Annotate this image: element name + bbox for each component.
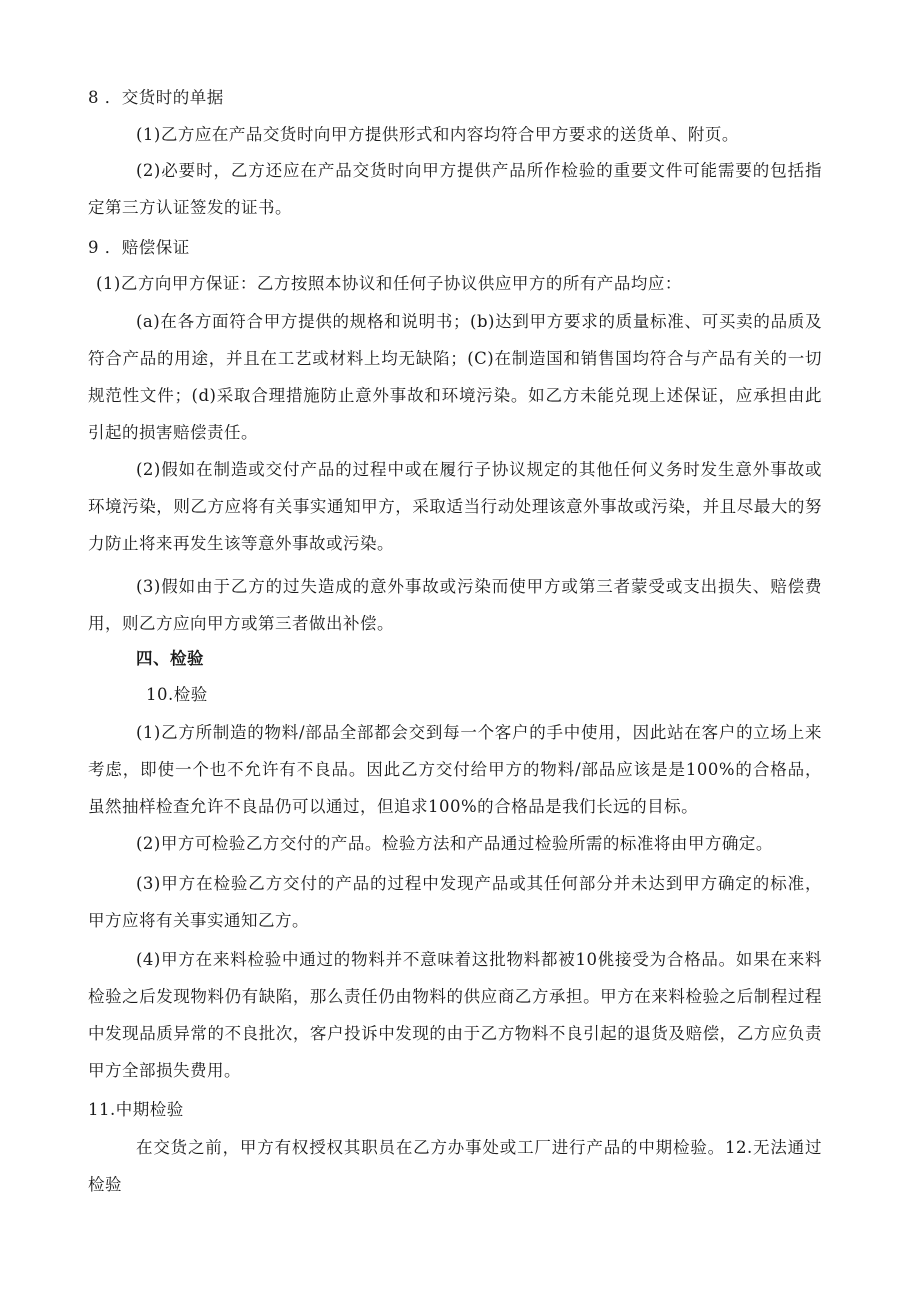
section-8-paragraph-1: (1)乙方应在产品交货时向甲方提供形式和内容均符合甲方要求的送货单、附页。 bbox=[136, 125, 739, 144]
section-10-paragraph-3: (3)甲方在检验乙方交付的产品的过程中发现产品或其任何部分并未达到甲方确定的标准，甲方应将有关事实通知乙方。 bbox=[88, 874, 822, 930]
section-8-heading: 8 ．交货时的单据 bbox=[88, 88, 224, 107]
section-10-paragraph-2: (2)甲方可检验乙方交付的产品。检验方法和产品通过检验所需的标准将由甲方确定。 bbox=[136, 834, 773, 853]
section-9-paragraph-2: (a)在各方面符合甲方提供的规格和说明书；(b)达到甲方要求的质量标准、可买卖的品质及符合产品的用途，并且在工艺或材料上均无缺陷；(C)在制造国和销售国均符合与产品有关的一切规范性文件；(d)采取合理措施防止意外事故和环境污染。如乙方未能兑现上述保证，应承担由此引起的损害赔偿责任。 bbox=[88, 312, 822, 442]
section-10-paragraph-4: (4)甲方在来料检验中通过的物料并不意味着这批物料都被10佻接受为合格品。如果在来料检验之后发现物料仍有缺陷，那么责任仍由物料的供应商乙方承担。甲方在来料检验之后制程过程中发现品质异常的不良批次，客户投诉中发现的由于乙方物料不良引起的退货及赔偿，乙方应负责甲方全部损失费用。 bbox=[88, 950, 822, 1080]
section-10-paragraph-1: (1)乙方所制造的物料/部品全部都会交到每一个客户的手中使用，因此站在客户的立场上来考虑，即使一个也不允许有不良品。因此乙方交付给甲方的物料/部品应该是是100%的合格品，虽然抽样检查允许不良品仍可以通过，但追求100%的合格品是我们长远的目标。 bbox=[88, 723, 822, 816]
chapter-4-heading: 四、检验 bbox=[136, 649, 204, 668]
section-11-paragraph-1: 在交货之前，甲方有权授权其职员在乙方办事处或工厂进行产品的中期检验。12.无法通过检验 bbox=[88, 1138, 822, 1194]
section-9-paragraph-3: (2)假如在制造或交付产品的过程中或在履行子协议规定的其他任何义务时发生意外事故或环境污染，则乙方应将有关事实通知甲方，采取适当行动处理该意外事故或污染，并且尽最大的努力防止将来再发生该等意外事故或污染。 bbox=[88, 460, 822, 553]
section-9-paragraph-1: (1)乙方向甲方保证：乙方按照本协议和任何子协议供应甲方的所有产品均应： bbox=[96, 274, 682, 293]
section-11-heading: 11.中期检验 bbox=[88, 1100, 184, 1119]
section-9-paragraph-4: (3)假如由于乙方的过失造成的意外事故或污染而使甲方或第三者蒙受或支出损失、赔偿费用，则乙方应向甲方或第三者做出补偿。 bbox=[88, 577, 822, 633]
section-10-heading: 10.检验 bbox=[146, 685, 208, 704]
section-9-heading: 9 ．赔偿保证 bbox=[88, 238, 190, 257]
section-8-paragraph-2: (2)必要时，乙方还应在产品交货时向甲方提供产品所作检验的重要文件可能需要的包括指定第三方认证签发的证书。 bbox=[88, 161, 822, 217]
